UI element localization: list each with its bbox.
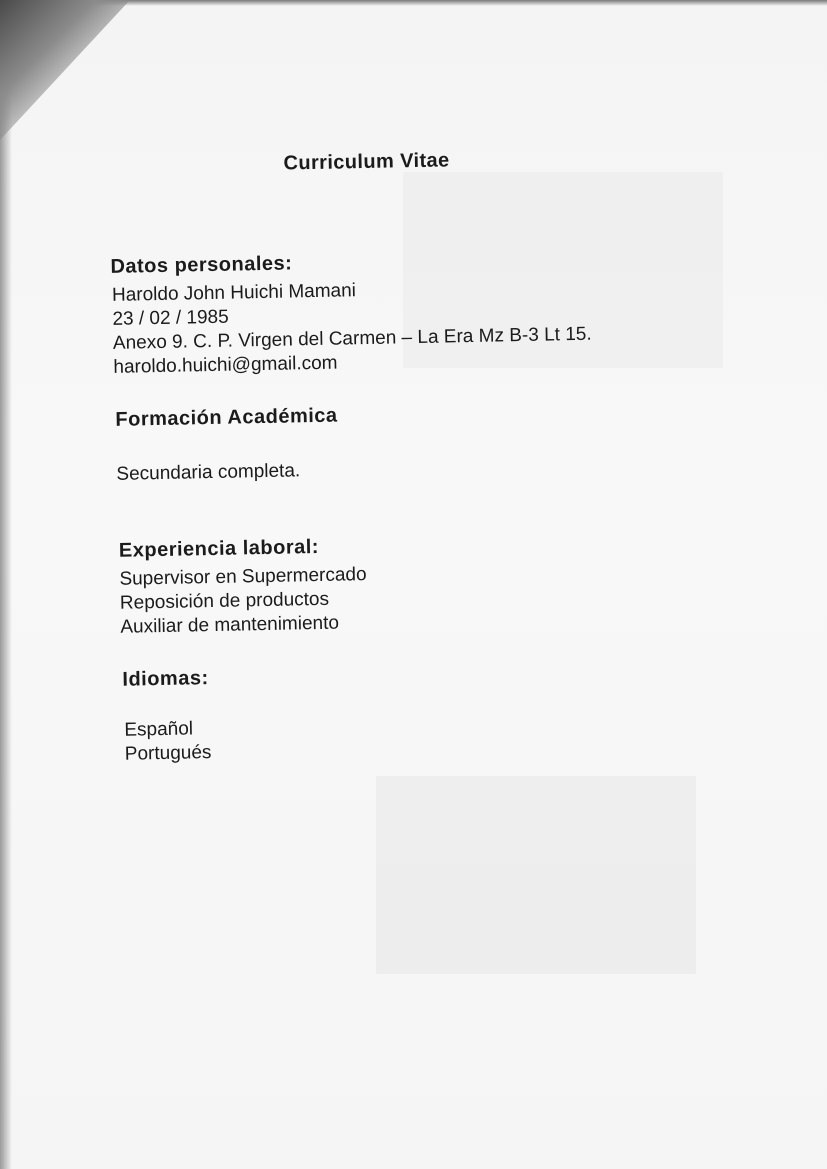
document-title: Curriculum Vitae [283,149,450,175]
idioma-item: Portugués [124,742,212,765]
heading-idiomas: Idiomas: [122,667,209,691]
heading-datos-personales: Datos personales: [110,252,293,278]
personal-email: haroldo.huichi@gmail.com [113,352,338,378]
experiencia-item: Supervisor en Supermercado [119,564,367,590]
personal-birthdate: 23 / 02 / 1985 [112,306,229,330]
formacion-item: Secundaria completa. [116,460,301,485]
personal-name: Haroldo John Huichi Mamani [111,280,357,306]
personal-address: Anexo 9. C. P. Virgen del Carmen – La Era Mz B-3 Lt 15. [112,323,592,354]
heading-formacion: Formación Académica [115,404,338,431]
experiencia-item: Reposición de productos [119,588,330,614]
heading-experiencia: Experiencia laboral: [118,535,320,562]
idioma-item: Español [124,718,194,741]
experiencia-item: Auxiliar de mantenimiento [120,612,340,638]
